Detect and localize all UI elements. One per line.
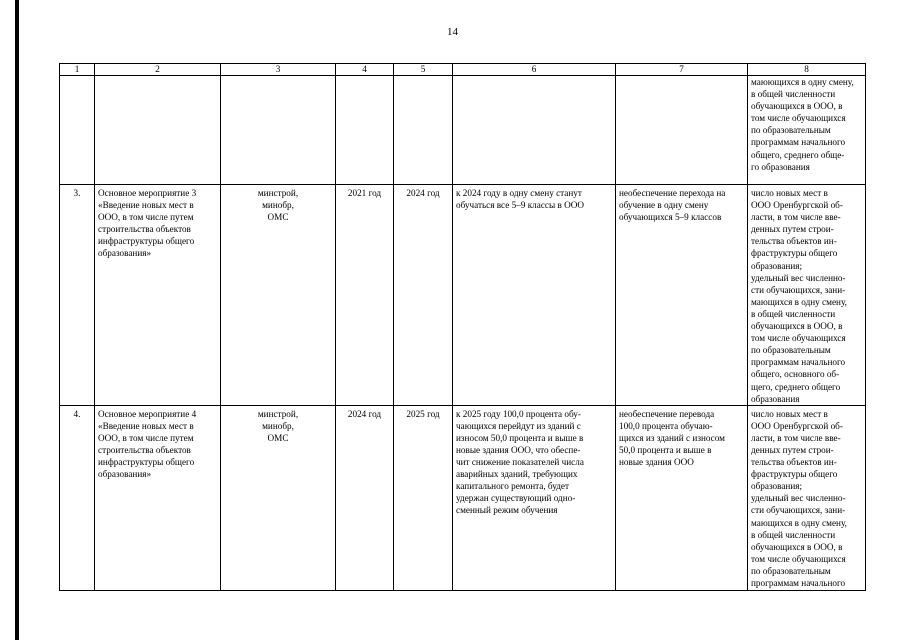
- page-number: 14: [447, 26, 458, 38]
- end-year: 2024 год: [394, 185, 453, 406]
- executor: минстрой, минобр, ОМС: [221, 405, 336, 590]
- row-number: [60, 76, 95, 185]
- end-year: 2025 год: [394, 405, 453, 590]
- column-header: 6: [453, 64, 616, 76]
- program-table: [59, 63, 866, 591]
- scan-left-edge: [15, 0, 19, 640]
- end-year: [394, 76, 453, 185]
- table-row: [60, 76, 866, 185]
- row-number: 3.: [60, 185, 95, 406]
- indicator: маюющихся в одну смену, в общей численности обучающихся в ООО, в том числе обучающихся по образовательным программам начального общего, среднего обще- го образования: [748, 76, 866, 185]
- activity-name: Основное мероприятие 4 «Введение новых мест в ООО, в том числе путем строительства объектов инфраструктуры общего образования»: [95, 405, 221, 590]
- table-row: [60, 185, 866, 406]
- column-header: 7: [616, 64, 748, 76]
- start-year: 2021 год: [336, 185, 394, 406]
- indicator: число новых мест в ООО Оренбургской об- ласти, в том числе вве- денных путем строи- тельства объектов ин- фраструктуры общего образования; удельный вес численно- сти обучающихся, зани- мающихся в одну смену, в общей численности обучающихся в ООО, в том числе обучающихся по образовательным программам начального: [748, 405, 866, 590]
- expected-result: к 2024 году в одну смену станут обучаться все 5–9 классы в ООО: [453, 185, 616, 406]
- column-header: 3: [221, 64, 336, 76]
- table-row: [60, 405, 866, 590]
- start-year: 2024 год: [336, 405, 394, 590]
- consequence: [616, 76, 748, 185]
- table-header-row: [60, 64, 866, 76]
- start-year: [336, 76, 394, 185]
- expected-result: [453, 76, 616, 185]
- column-header: 8: [748, 64, 866, 76]
- row-number: 4.: [60, 405, 95, 590]
- consequence: необеспечение перевода 100,0 процента обучаю- щихся из зданий с износом 50,0 процента и выше в новые здания ООО: [616, 405, 748, 590]
- activity-name: Основное мероприятие 3 «Введение новых мест в ООО, в том числе путем строительства объектов инфраструктуры общего образования»: [95, 185, 221, 406]
- column-header: 5: [394, 64, 453, 76]
- indicator: число новых мест в ООО Оренбургской об- ласти, в том числе вве- денных путем строи- тельства объектов ин- фраструктуры общего образования; удельный вес численно- сти обучающихся, зани- мающихся в одну смену, в общей численности обучающихся в ООО, в том числе обучающихся по образовательным программам начального общего, основного об- щего, среднего общего образования: [748, 185, 866, 406]
- executor: [221, 76, 336, 185]
- column-header: 1: [60, 64, 95, 76]
- expected-result: к 2025 году 100,0 процента обу- чающихся перейдут из зданий с износом 50,0 процента и выше в новые здания ООО, что обеспе- чит снижение показателей числа аварийных зданий, требующих капитального ремонта, будет удержан существующий одно- сменный режим обучения: [453, 405, 616, 590]
- executor: минстрой, минобр, ОМС: [221, 185, 336, 406]
- consequence: необеспечение перехода на обучение в одну смену обучающихся 5–9 классов: [616, 185, 748, 406]
- activity-name: [95, 76, 221, 185]
- column-header: 4: [336, 64, 394, 76]
- column-header: 2: [95, 64, 221, 76]
